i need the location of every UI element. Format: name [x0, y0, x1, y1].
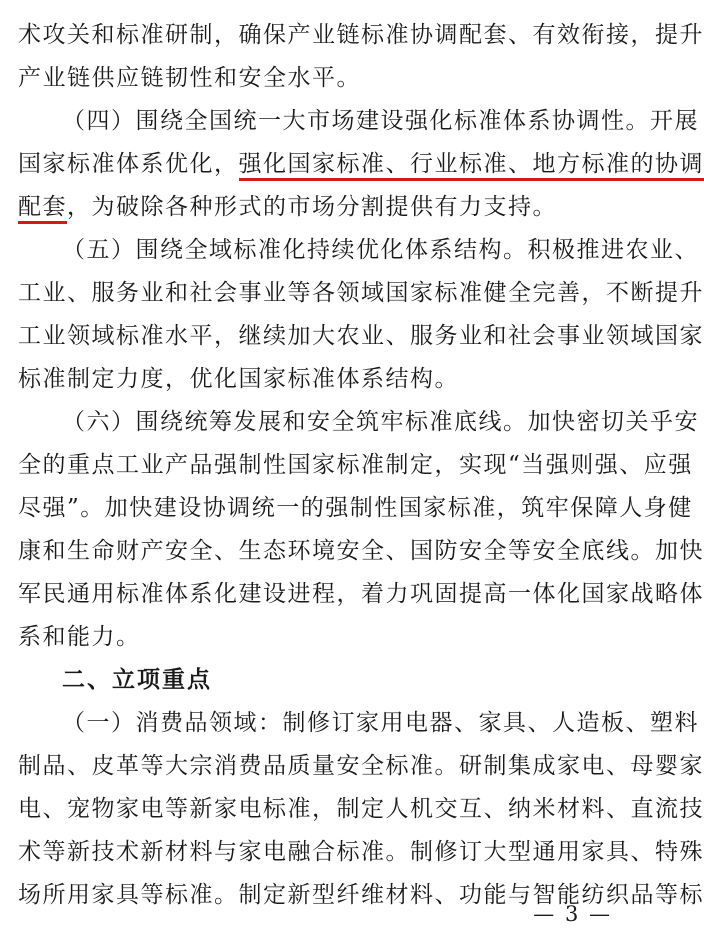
page-number: — 3 — — [533, 902, 612, 926]
text-line: 术攻关和标准研制，确保产业链标准协调配套、有效衔接，提升 — [18, 22, 704, 48]
text-line: 电、宠物家电等新家电标准，制定人机交互、纳米材料、直流技 — [18, 796, 704, 822]
text-segment: ，为破除各种形式的市场分割提供有力支持。 — [67, 194, 557, 220]
text-line — [18, 149, 704, 179]
text-line: 尽强”。加快建设协调统一的强制性国家标准，筑牢保障人身健 — [18, 495, 693, 521]
text-line: 工业领域标准水平，继续加大农业、服务业和社会事业领域国家 — [18, 323, 704, 349]
section-heading: 二、立项重点 — [62, 667, 212, 693]
text-line: 军民通用标准体系化建设进程，着力巩固提高一体化国家战略体 — [18, 581, 704, 607]
text-line: 工业、服务业和社会事业等各领域国家标准健全完善，不断提升 — [18, 280, 704, 306]
text-segment: 国家标准体系优化， — [18, 151, 239, 177]
red-underlined-text: 配套 — [18, 194, 67, 224]
text-line: 全的重点工业产品强制性国家标准制定，实现“当强则强、应强 — [18, 452, 693, 478]
paragraph-consumer-start: （一）消费品领域：制修订家用电器、家具、人造板、塑料 — [62, 710, 699, 736]
text-line: 系和能力。 — [18, 624, 141, 650]
paragraph-6-start: （六）围绕统筹发展和安全筑牢标准底线。加快密切关乎安 — [62, 409, 699, 435]
text-line: 术等新技术新材料与家电融合标准。制修订大型通用家具、特殊 — [18, 839, 704, 865]
paragraph-5-start: （五）围绕全域标准化持续优化体系结构。积极推进农业、 — [62, 237, 699, 263]
text-line: 场所用家具等标准。制定新型纤维材料、功能与智能纺织品等标 — [18, 882, 704, 908]
red-underlined-text: 强化国家标准、行业标准、地方标准的协调 — [239, 151, 704, 181]
text-line: 标准制定力度，优化国家标准体系结构。 — [18, 366, 459, 392]
text-line: 制品、皮革等大宗消费品质量安全标准。研制集成家电、母婴家 — [18, 753, 704, 779]
text-line: 产业链供应链韧性和安全水平。 — [18, 65, 361, 91]
text-line: 康和生命财产安全、生态环境安全、国防安全等安全底线。加快 — [18, 538, 704, 564]
text-line — [18, 192, 624, 222]
paragraph-4-start: （四）围绕全国统一大市场建设强化标准体系协调性。开展 — [62, 108, 699, 134]
